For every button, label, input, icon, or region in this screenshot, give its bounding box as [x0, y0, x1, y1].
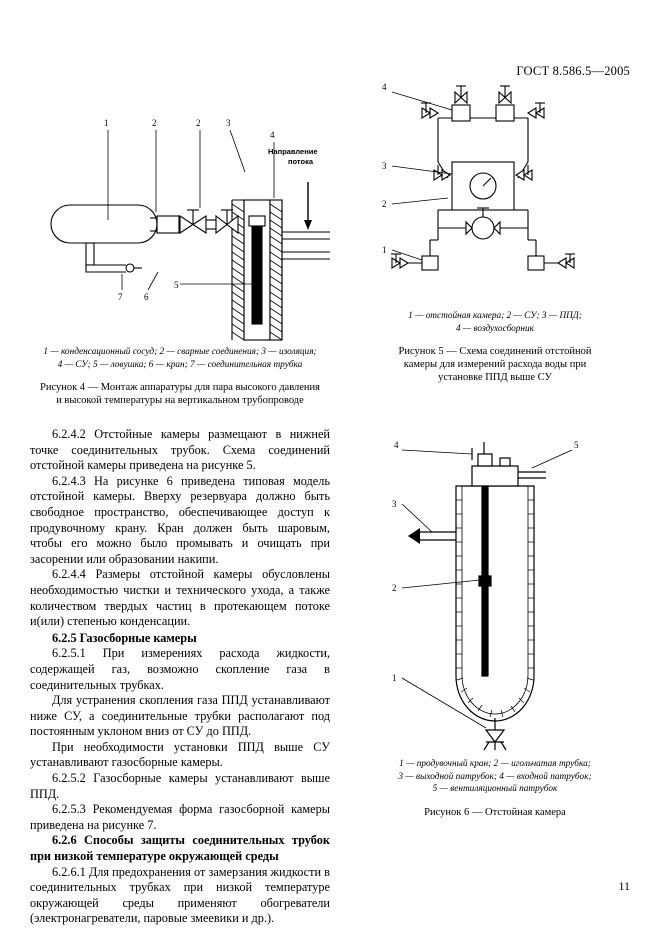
figure-6-callout-4: 4 — [394, 440, 399, 450]
body-text — [30, 427, 330, 927]
figure-5-callout-2: 2 — [382, 199, 387, 209]
para-6-2-4-2: 6.2.4.2 Отстойные камеры размещают в нижней точке соединительных трубок. Схема соединений отстойной камеры приведена на рисунке 5. — [30, 427, 330, 473]
figure-4-flow-label-line1: Направление — [268, 147, 318, 156]
figure-6-callout-3: 3 — [392, 499, 397, 509]
figure-5-callout-1: 1 — [382, 245, 387, 255]
figure-4-callout-3: 3 — [226, 118, 231, 128]
figure-4-drawing — [30, 112, 330, 342]
figure-4-callout-2b: 2 — [196, 118, 201, 128]
figure-6-callout-1: 1 — [392, 673, 397, 683]
figure-4-callout-2: 2 — [152, 118, 157, 128]
figure-5-callout-3: 3 — [382, 161, 387, 171]
para-6-2-5-1: 6.2.5.1 При измерениях расхода жидкости, содержащей газ, возможно скопление газа в соединительных трубках. — [30, 646, 330, 692]
figure-4-callout-5: 5 — [174, 280, 179, 290]
figure-4 — [30, 112, 330, 407]
figure-4-callout-4: 4 — [270, 130, 275, 140]
figure-4-callout-1: 1 — [104, 118, 109, 128]
figure-5-callout-4: 4 — [382, 82, 387, 92]
page-frame — [30, 42, 630, 926]
para-gas-removal: Для устранения скопления газа ППД устанавливают ниже СУ, а соединительные трубки располагают под постоянным уклоном вниз от СУ до ППД. — [30, 693, 330, 739]
para-6-2-4-4: 6.2.4.4 Размеры отстойной камеры обусловлены необходимостью чистки и технического ухода, а также количеством твердых частиц в протекающем потоке и(или) степенью конденсации. — [30, 567, 330, 629]
figure-6-callout-5: 5 — [574, 440, 579, 450]
figure-4-callout-6: 6 — [144, 292, 149, 302]
para-6-2-5-3: 6.2.5.3 Рекомендуемая форма газосборной камеры приведена на рисунке 7. — [30, 802, 330, 832]
right-column — [360, 70, 630, 819]
para-6-2-4-3: 6.2.4.3 На рисунке 6 приведена типовая модель отстойной камеры. Вверху резервуара должно быть свободное пространство, обеспечивающее доступ к продувочному крану. Кран должен быть шаровым, чтобы его можно было промывать и очищать при засорении или образовании накипи. — [30, 473, 330, 566]
figure-6-drawing — [360, 428, 630, 758]
figure-5 — [360, 70, 630, 384]
para-gas-chambers: При необходимости установки ППД выше СУ устанавливают газосборные камеры. — [30, 739, 330, 770]
para-6-2-6-1: 6.2.6.1 Для предохранения от замерзания жидкости в соединительных трубках при низкой температуре окружающей среды применяют обогреватели (электронагреватели, паровые змеевики и др.). — [30, 864, 330, 926]
figure-6 — [360, 428, 630, 819]
figure-4-legend: 1 — конденсационный сосуд; 2 — сварные соединения; 3 — изоляция; 4 — СУ; 5 — ловушка; 6 — кран; 7 — соединительная трубка — [43, 347, 317, 370]
figure-5-drawing — [360, 70, 630, 310]
page-number: 11 — [618, 879, 630, 893]
left-column — [30, 112, 330, 927]
heading-6-2-6: 6.2.6 Способы защиты соединительных трубок при низкой температуре окружающей среды — [30, 833, 330, 864]
figure-6-callout-2: 2 — [392, 583, 397, 593]
figure-4-callout-7: 7 — [118, 292, 123, 302]
figure-4-title: Рисунок 4 — Монтаж аппаратуры для пара высокого давления и высокой температуры на вертикальном трубопроводе — [39, 382, 321, 406]
figure-6-title: Рисунок 6 — Отстойная камера — [424, 806, 566, 818]
para-6-2-5-2: 6.2.5.2 Газосборные камеры устанавливают выше ППД. — [30, 771, 330, 801]
figure-4-flow-label-line2: потока — [288, 157, 314, 166]
figure-5-title: Рисунок 5 — Схема соединений отстойной камеры для измерений расхода воды при установке ППД выше СУ — [398, 346, 592, 383]
figure-5-legend: 1 — отстойная камера; 2 — СУ; 3 — ППД; 4 — воздухосборник — [408, 311, 582, 334]
standard-header: ГОСТ 8.586.5—2005 — [516, 64, 630, 78]
heading-6-2-5: 6.2.5 Газосборные камеры — [52, 630, 197, 645]
figure-6-legend: 1 — продувочный кран; 2 — игольчатая трубка; 3 — выходной патрубок; 4 — входной патрубок; 5 — вентиляционный патрубок — [398, 759, 592, 794]
